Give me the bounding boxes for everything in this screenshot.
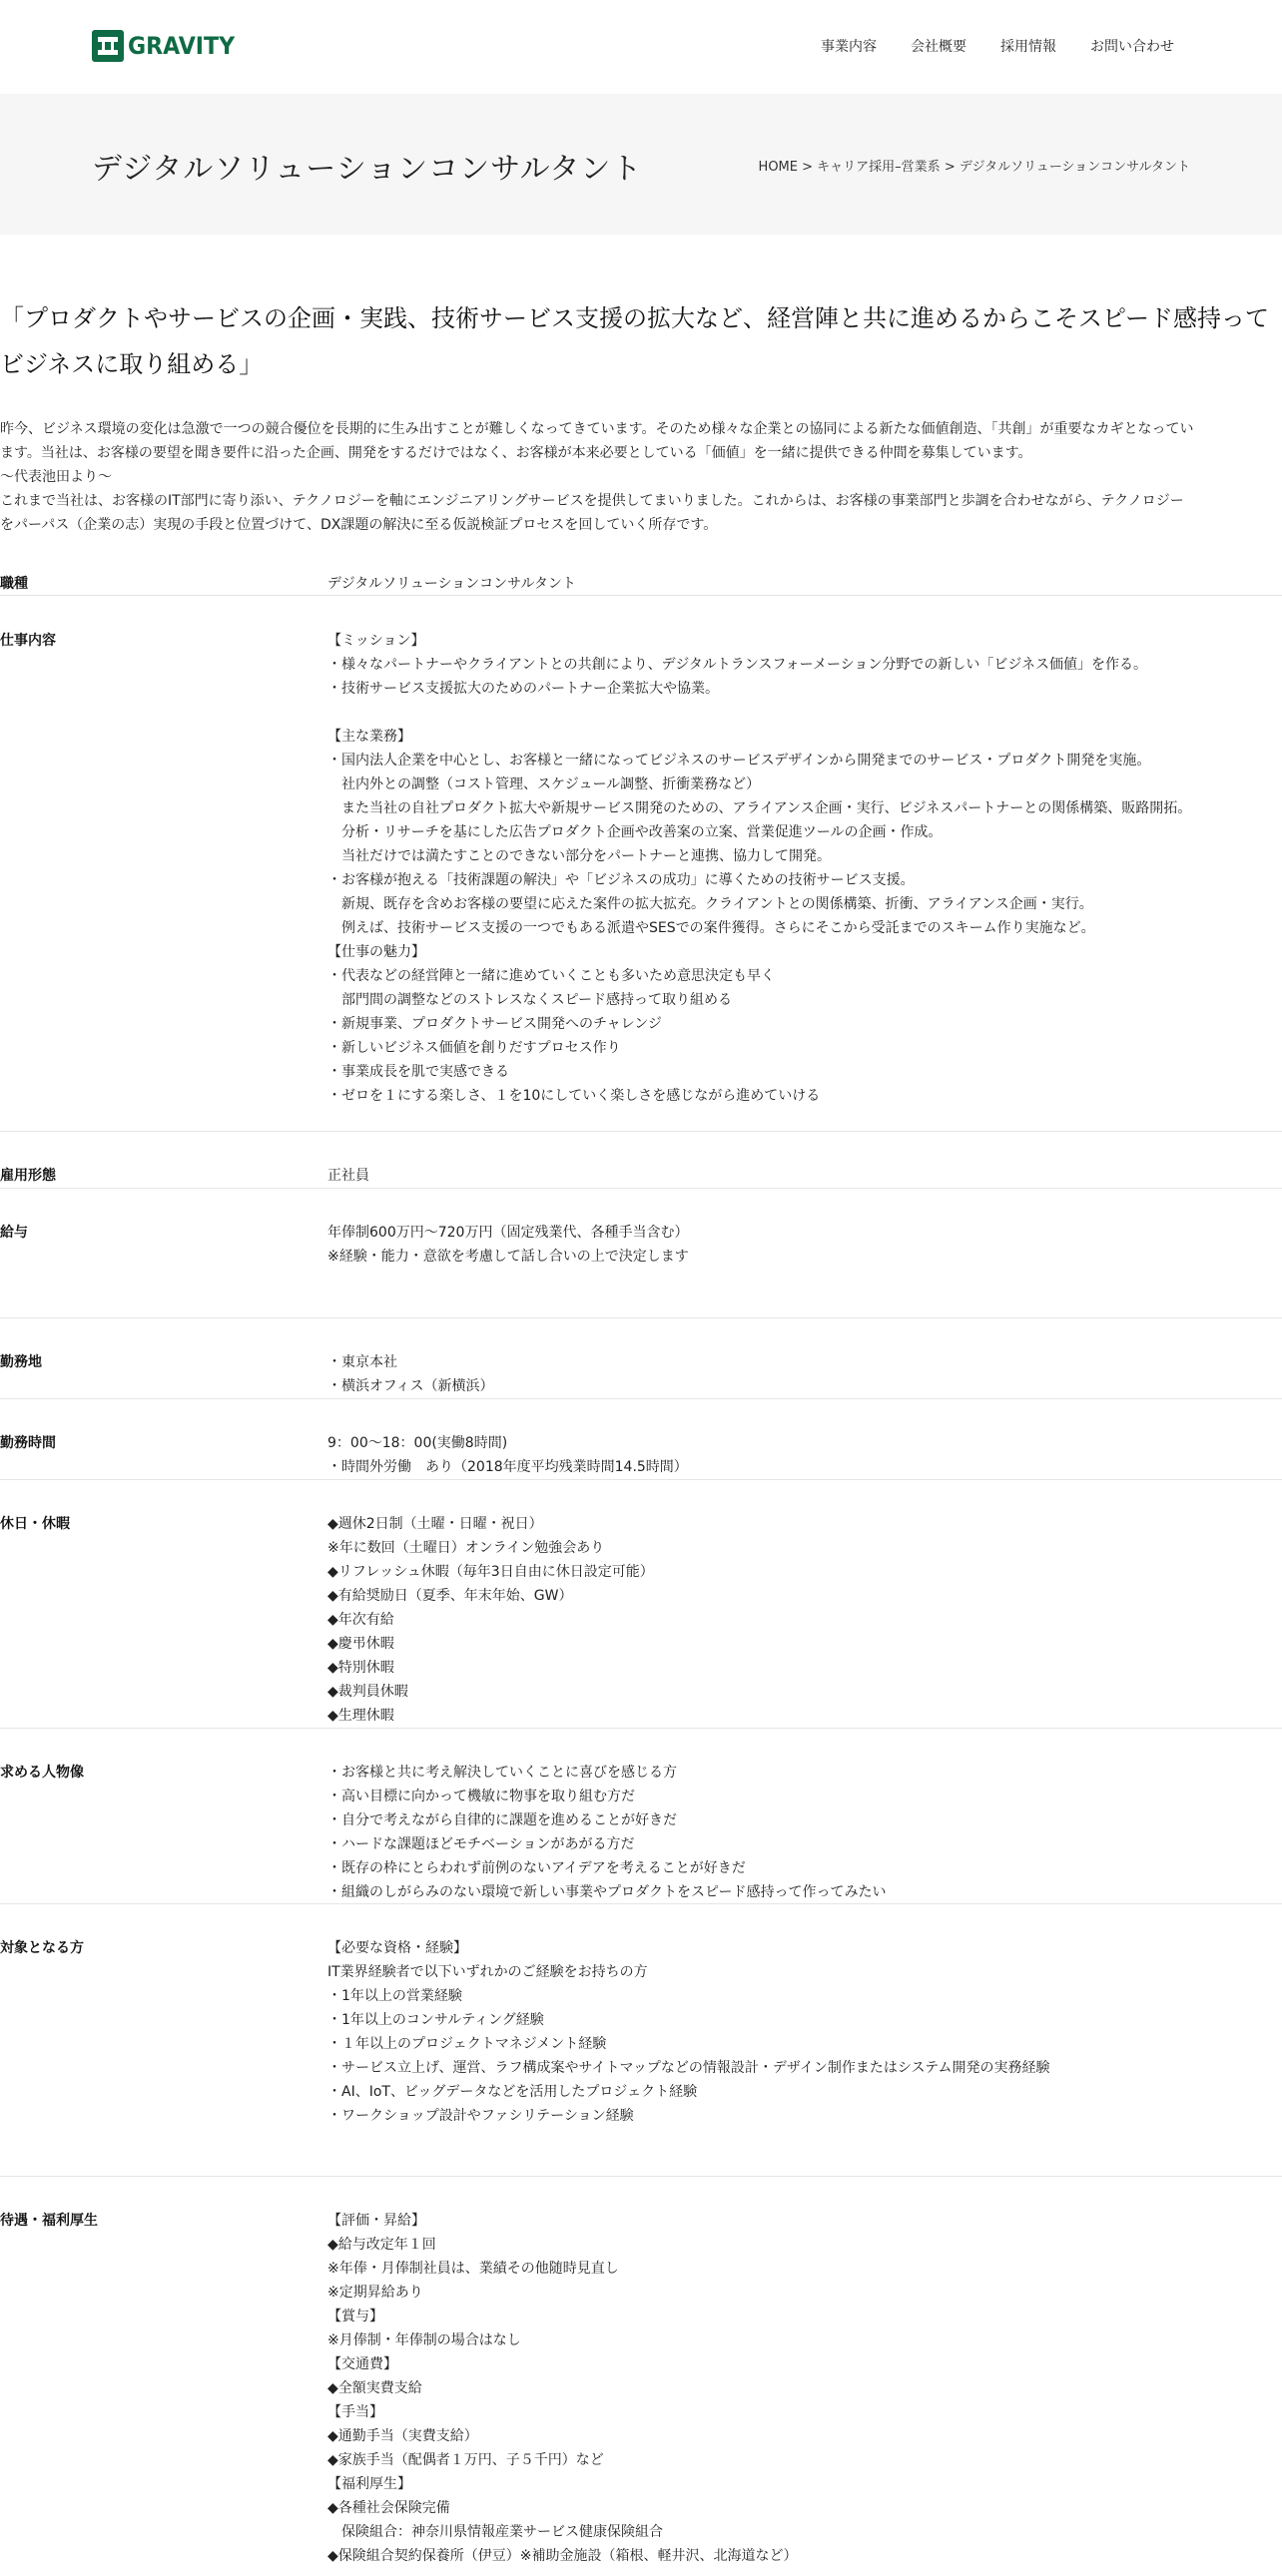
table-row <box>0 1189 1282 1318</box>
row-value: デジタルソリューションコンサルタント <box>327 576 576 592</box>
table-row <box>0 2177 1282 2576</box>
row-value: ・お客様と共に考え解決していくことに喜びを感じる方 ・高い目標に向かって機敏に物事を取り組む方だ ・自分で考えながら自律的に課題を進めることが好きだ ・ハードな課題ほどモチベーションがあがる方だ ・既存の枠にとらわれず前例のないアイデアを考えることが好きだ ・組織のしがらみのない環境で新しい事業やプロダクトをスピード感持って作ってみたい <box>327 1765 887 1900</box>
lead-catchphrase: 「プロダクトやサービスの企画・実践、技術サービス支援の拡大など、経営陣と共に進めるからこそスピード感持ってビジネスに取り組める」 <box>0 304 1270 378</box>
table-row <box>0 564 1282 596</box>
page-title: デジタルソリューションコンサルタント <box>92 152 643 187</box>
logo-mark-icon <box>92 30 124 62</box>
intro-line: ます。当社は、お客様の要望を聞き要件に沿った企画、開発をするだけではなく、お客様が本来必要としている「価値」を一緒に提供できる仲間を募集しています。 <box>0 445 1032 461</box>
nav-item-contact[interactable]: お問い合わせ <box>1090 39 1174 55</box>
breadcrumb-category[interactable]: キャリア採用–営業系 <box>817 160 941 175</box>
intro-line: をパーパス（企業の志）実現の手段と位置づけて、DX課題の解決に至る仮説検証プロセスを回していく所存です。 <box>0 517 718 533</box>
row-label: 勤務地 <box>0 1354 42 1370</box>
gravity-logo[interactable] <box>92 28 244 64</box>
breadcrumb-home[interactable]: HOME <box>758 160 798 175</box>
job-details-table <box>0 564 1282 2576</box>
breadcrumb-separator: > <box>940 160 960 175</box>
row-label: 勤務時間 <box>0 1435 56 1451</box>
breadcrumb <box>759 156 1190 175</box>
nav-item-company[interactable]: 会社概要 <box>911 39 966 55</box>
page-title-band <box>0 94 1282 235</box>
row-label: 求める人物像 <box>0 1765 84 1781</box>
intro-line: 昨今、ビジネス環境の変化は急激で一つの競合優位を長期的に生み出すことが難しくなってきています。そのため様々な企業との協同による新たな価値創造、「共創」が重要なカギとなってい <box>0 421 1194 437</box>
breadcrumb-separator: > <box>798 160 818 175</box>
intro-line: これまで当社は、お客様のIT部門に寄り添い、テクノロジーを軸にエンジニアリングサービスを提供してまいりました。これからは、お客様の事業部門と歩調を合わせながら、テクノロジー <box>0 493 1184 509</box>
row-label: 対象となる方 <box>0 1940 84 1956</box>
table-row <box>0 1399 1282 1480</box>
row-label: 待遇・福利厚生 <box>0 2213 98 2229</box>
row-value: 【必要な資格・経験】 IT業界経験者で以下いずれかのご経験をお持ちの方 ・1年以上の営業経験 ・1年以上のコンサルティング経験 ・１年以上のプロジェクトマネジメント経験 ・サービス立上げ、運営、ラフ構成案やサイトマップなどの情報設計・デザイン制作またはシステム開発の実務経験 ・AI、IoT、ビッグデータなどを活用したプロジェクト経験 ・ワークショップ設計やファシリテーション経験 <box>327 1940 1050 2124</box>
row-value: 【ミッション】 ・様々なパートナーやクライアントとの共創により、デジタルトランスフォーメーション分野での新しい「ビジネス価値」を作る。 ・技術サービス支援拡大のためのパートナー企業拡大や協業。 【主な業務】 ・国内法人企業を中心とし、お客様と一緒になってビジネスのサービスデザインから開発までのサービス・プロダクト開発を実施。 社内外との調整（コスト管理、スケジュール調整、折衝業務など） また当社の自社プロダクト拡大や新規サービス開発のための、アライアンス企画・実行、ビジネスパートナーとの関係構築、販路開拓。 分析・リサーチを基にした広告プロダクト企画や改善案の立案、営業促進ツールの企画・作成。 当社だけでは満たすことのできない部分をパートナーと連携、協力して開発。 ・お客様が抱える「技術課題の解決」や「ビジネスの成功」に導くための技術サービス支援。 新規、既存を含めお客様の要望に応えた案件の拡大拡充。クライアントとの関係構築、折衝、アライアンス企画・実行。 例えば、技術サービス支援の一つでもある派遣やSESでの案件獲得。さらにそこから受託までのスキーム作り実施など。 【仕事の魅力】 ・代表などの経営陣と一緒に進めていくことも多いため意思決定も早く 部門間の調整などのストレスなくスピード感持って取り組める ・新規事業、プロダクトサービス開発へのチャレンジ ・新しいビジネス価値を創りだすプロセス作り ・事業成長を肌で実感できる ・ゼロを１にする楽しさ、１を10にしていく楽しさを感じながら進めていける <box>327 633 1192 1104</box>
nav-item-business[interactable]: 事業内容 <box>821 39 877 55</box>
table-row <box>0 596 1282 1132</box>
table-row <box>0 1904 1282 2177</box>
table-row <box>0 1318 1282 1399</box>
row-label: 雇用形態 <box>0 1168 56 1184</box>
site-header <box>0 0 1282 94</box>
table-row <box>0 1729 1282 1904</box>
row-value: 【評価・昇給】 ◆給与改定年１回 ※年俸・月俸制社員は、業績その他随時見直し ※定期昇給あり 【賞与】 ※月俸制・年俸制の場合はなし 【交通費】 ◆全額実費支給 【手当】 ◆通勤手当（実費支給） ◆家族手当（配偶者１万円、子５千円）など 【福利厚生】 ◆各種社会保険完備 保険組合：神奈川県情報産業サービス健康保険組合 ◆保険組合契約保養所（伊豆）※補助金施設（箱根、軽井沢、北海道など） <box>327 2213 798 2564</box>
row-value: 9：00～18：00(実働8時間) ・時間外労働 あり（2018年度平均残業時間14.5時間） <box>327 1435 688 1475</box>
row-value: 年俸制600万円～720万円（固定残業代、各種手当含む） ※経験・能力・意欲を考慮して話し合いの上で決定します <box>327 1225 689 1265</box>
intro-text <box>0 417 1282 537</box>
row-label: 職種 <box>0 576 28 592</box>
intro-line: ～代表池田より～ <box>0 469 112 485</box>
row-label: 給与 <box>0 1225 28 1241</box>
row-label: 仕事内容 <box>0 633 56 649</box>
table-row <box>0 1480 1282 1729</box>
global-nav <box>821 36 1174 56</box>
nav-item-recruit[interactable]: 採用情報 <box>1000 39 1056 55</box>
row-value: ・東京本社 ・横浜オフィス（新横浜） <box>327 1354 494 1394</box>
row-value: ◆週休2日制（土曜・日曜・祝日） ※年に数回（土曜日）オンライン勉強会あり ◆リフレッシュ休暇（毎年3日自由に休日設定可能） ◆有給奨励日（夏季、年末年始、GW） ◆年次有給 ◆慶弔休暇 ◆特別休暇 ◆裁判員休暇 ◆生理休暇 <box>327 1516 654 1724</box>
row-value: 正社員 <box>327 1168 369 1184</box>
logo-text: GRAVITY <box>128 32 236 60</box>
row-label: 休日・休暇 <box>0 1516 70 1532</box>
breadcrumb-current: デジタルソリューションコンサルタント <box>959 160 1190 175</box>
table-row <box>0 1132 1282 1189</box>
